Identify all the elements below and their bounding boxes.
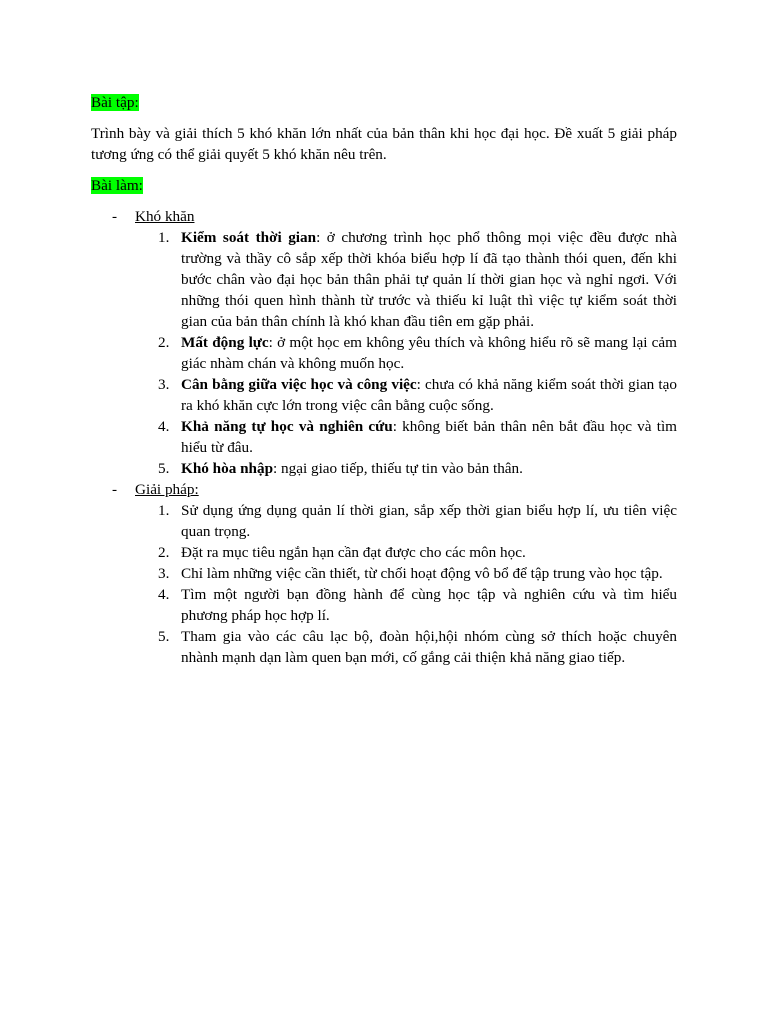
solutions-section: [91, 479, 677, 668]
list-item: [91, 374, 677, 416]
item-number: 4.: [158, 586, 170, 603]
list-item: [91, 542, 677, 563]
solutions-list: [91, 500, 677, 668]
item-term: Khó hòa nhập: [181, 460, 274, 477]
solutions-heading: [91, 479, 677, 500]
document-page: [91, 92, 677, 668]
item-number: 5.: [158, 628, 170, 645]
item-text: Tìm một người bạn đồng hành để cùng học tập và nghiên cứu và tìm hiểu phương pháp học hợp lí.: [181, 586, 677, 624]
item-number: 3.: [158, 376, 170, 393]
difficulties-title: Khó khăn: [135, 208, 195, 225]
list-item: [91, 500, 677, 542]
list-item: [91, 332, 677, 374]
item-desc: : ngại giao tiếp, thiếu tự tin vào bản thân.: [273, 460, 523, 477]
item-desc: : ở chương trình học phổ thông mọi việc đều được nhà trường và thầy cô sắp xếp thời khóa biểu hợp lí đã tạo thành thói quen, đến khi bước chân vào đại học bản thân phải tự quản lí thời gian học và nghỉ ngơi. Với những thói quen hình thành từ trước và thiếu kỉ luật thì việc tự kiểm soát thời gian của bản thân chính là khó khan đầu tiên em gặp phải.: [181, 229, 677, 330]
item-term: Mất động lực: [181, 334, 269, 351]
list-item: [91, 416, 677, 458]
item-term: Khả năng tự học và nghiên cứu: [181, 418, 393, 435]
solutions-title: Giải pháp:: [135, 481, 199, 498]
item-number: 3.: [158, 565, 170, 582]
item-number: 2.: [158, 544, 170, 561]
item-text: Đặt ra mục tiêu ngắn hạn cần đạt được cho các môn học.: [181, 544, 526, 561]
item-number: 4.: [158, 418, 170, 435]
item-term: Cân bằng giữa việc học và công việc: [181, 376, 417, 393]
list-item: [91, 584, 677, 626]
list-item: [91, 458, 677, 479]
item-desc: : chưa có khả năng kiểm soát thời gian tạo ra khó khăn cực lớn trong việc cân bằng cuộc sống.: [181, 376, 677, 414]
answer-label: Bài làm:: [91, 177, 143, 194]
item-desc: : không biết bản thân nên bắt đầu học và tìm hiểu từ đâu.: [181, 418, 677, 456]
list-item: [91, 227, 677, 332]
exercise-prompt: Trình bày và giải thích 5 khó khăn lớn nhất của bản thân khi học đại học. Đề xuất 5 giải pháp tương ứng có thể giải quyết 5 khó khăn nêu trên.: [91, 125, 677, 163]
list-item: [91, 563, 677, 584]
item-term: Kiểm soát thời gian: [181, 229, 317, 246]
item-number: 1.: [158, 229, 170, 246]
difficulties-heading: [91, 206, 677, 227]
item-number: 1.: [158, 502, 170, 519]
item-number: 5.: [158, 460, 170, 477]
exercise-heading: [91, 92, 677, 113]
item-text: Tham gia vào các câu lạc bộ, đoàn hội,hội nhóm cùng sở thích hoặc chuyên nhành mạnh dạn làm quen bạn mới, cố gắng cải thiện khả năng giao tiếp.: [181, 628, 677, 666]
difficulties-section: [91, 206, 677, 479]
list-item: [91, 626, 677, 668]
dash-bullet: -: [112, 208, 118, 225]
exercise-label: Bài tập:: [91, 94, 139, 111]
difficulties-list: [91, 227, 677, 479]
dash-bullet: -: [112, 481, 118, 498]
item-number: 2.: [158, 334, 170, 351]
item-text: Chỉ làm những việc cần thiết, từ chối hoạt động vô bổ để tập trung vào học tập.: [181, 565, 663, 582]
item-desc: : ở một học em không yêu thích và không hiểu rõ sẽ mang lại cảm giác nhàm chán và không muốn học.: [181, 334, 677, 372]
answer-heading: [91, 175, 677, 196]
item-text: Sử dụng ứng dụng quản lí thời gian, sắp xếp thời gian biểu hợp lí, ưu tiên việc quan trọng.: [181, 502, 677, 540]
